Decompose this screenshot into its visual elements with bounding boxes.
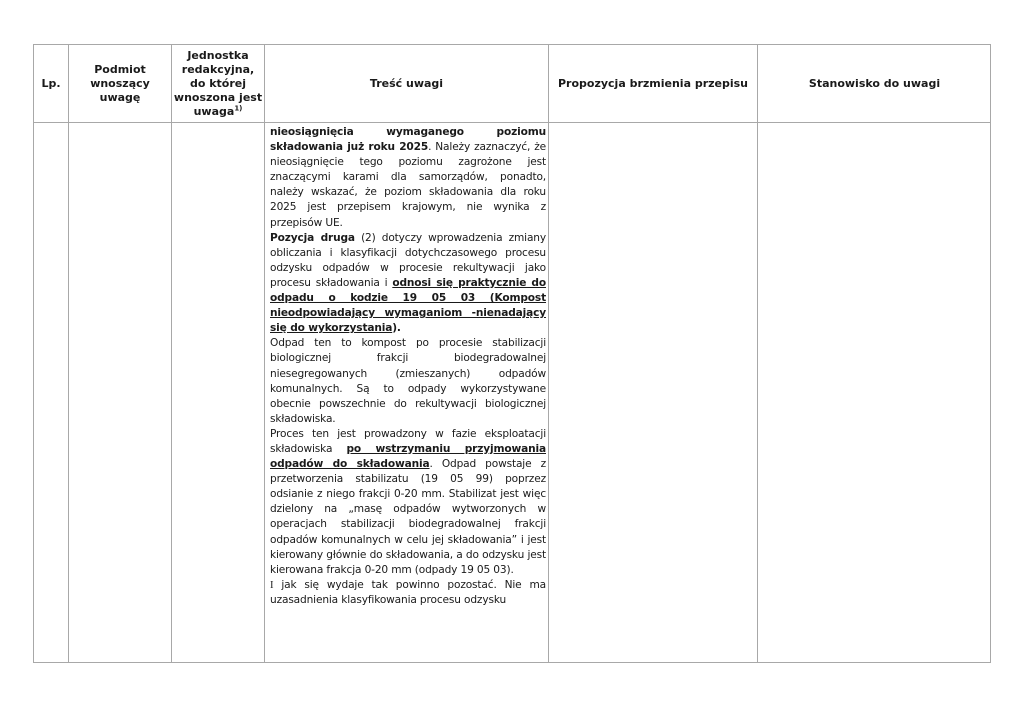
paragraph-5 [270, 578, 546, 608]
paragraph-1 [270, 125, 546, 231]
column-divider [757, 45, 758, 662]
header-lp [34, 45, 68, 123]
header-podmiot [69, 45, 171, 123]
bold-underlined-text: odnosi się praktycznie do odpadu o kodzie 19 05 03 (Kompost nieodpowiadający wymaganiom -nienadający się do wykorzystania [270, 276, 546, 335]
header-propozycja [549, 45, 757, 123]
text: (2) dotyczy wprowadzenia zmiany obliczania i klasyfikacji dotychczasowego procesu odzysku odpadów w procesie rekultywacji jako procesu składowania i [270, 231, 546, 289]
column-divider [264, 45, 265, 662]
text: jak się wydaje tak powinno pozostać. Nie ma uzasadnienia klasyfikowania procesu odzysku [270, 578, 546, 606]
header-jednostka-line: do której [189, 77, 247, 90]
text: I [270, 579, 274, 591]
bold-text: Pozycja druga [270, 231, 355, 244]
footnote-marker: 1) [234, 104, 243, 113]
header-stanowisko [758, 45, 991, 123]
header-jednostka-line: Jednostka [187, 49, 249, 62]
header-podmiot-line: wnoszący [90, 77, 150, 90]
header-propozycja-label: Propozycja brzmienia przepisu [557, 77, 749, 90]
bold-underlined-text: po wstrzymaniu przyjmowania odpadów do składowania [270, 442, 546, 471]
header-jednostka [172, 45, 264, 123]
header-tresc [265, 45, 548, 123]
column-divider [68, 45, 69, 662]
column-divider [548, 45, 549, 662]
header-podmiot-line: Podmiot [94, 63, 146, 76]
text: . Odpad powstaje z przetworzenia stabilizatu (19 05 99) poprzez odsianie z niego frakcji 0-20 mm. Stabilizat jest więc dzielony na „masę odpadów wytworzonych w operacjach stabilizacji biodegradowalnej frakcji odpadów komunalnych w celu jej składowania” i jest kierowany głównie do składowania, a do odzysku jest kierowana frakcja 0-20 mm (odpady 19 05 03). [270, 458, 546, 576]
cell-tresc-uwagi [270, 125, 546, 608]
header-lp-label: Lp. [41, 77, 61, 90]
text: Proces ten jest prowadzony w fazie eksploatacji składowiska [270, 427, 546, 455]
comments-table [33, 44, 991, 663]
bold-text: nieosiągnięcia wymaganego poziomu składowania już roku 2025 [270, 126, 546, 154]
column-divider [171, 45, 172, 662]
text: ). [392, 322, 401, 335]
header-jednostka-last: uwaga [193, 105, 235, 118]
header-tresc-label: Treść uwagi [369, 77, 444, 90]
paragraph-3: Odpad ten to kompost po procesie stabilizacji biologicznej frakcji biodegradowalnej niesegregowanych (zmieszanych) odpadów komunalnych. Są to odpady wykorzystywane obecnie powszechnie do rekultywacji biologicznej składowiska. [270, 337, 546, 425]
text: . Należy zaznaczyć, że nieosiągnięcie tego poziomu zagrożone jest znaczącymi karami dla samorządów, ponadto, należy wskazać, że poziom składowania dla roku 2025 jest przepisem krajowym, nie wynika z przepisów UE. [270, 141, 546, 229]
paragraph-2 [270, 231, 546, 337]
paragraph-4 [270, 427, 546, 578]
header-stanowisko-label: Stanowisko do uwagi [808, 77, 941, 90]
header-jednostka-line: wnoszona jest [173, 91, 263, 104]
header-jednostka-line: redakcyjna, [181, 63, 255, 76]
header-podmiot-line: uwagę [99, 91, 141, 104]
header-jednostka-line [174, 105, 262, 119]
